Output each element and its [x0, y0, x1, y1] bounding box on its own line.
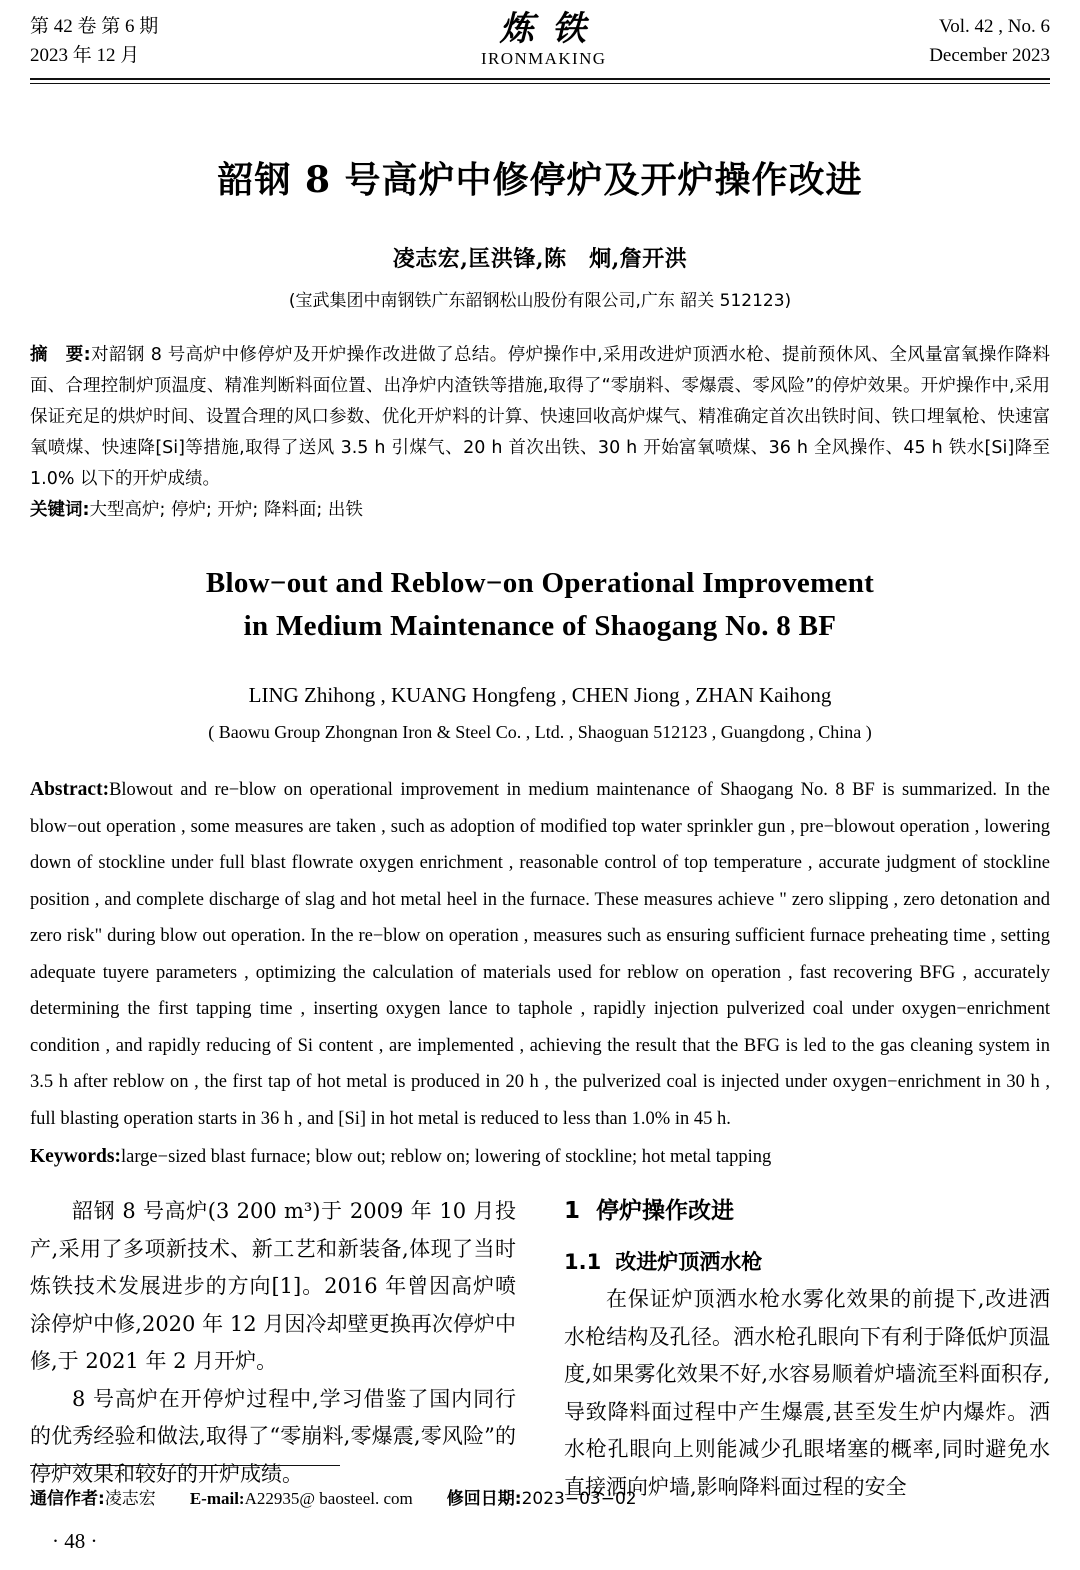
volume-issue-cn: 第 42 卷 第 6 期 — [30, 16, 159, 37]
abstract-en-text: Blowout and re−blow on operational improvement in medium maintenance of Shaogang No. 8 BF is summarized. In the blow−out operation , some measures are taken , such as adoption of modified top water sprinkler gun , pre−blowout operation , lowering down of stockline under full blast flowrate oxygen enrichment , reasonable control of top temperature , accurate judgment of stockline position , and complete discharge of slag and hot metal heel in the furnace. These measures achieve " zero slipping , zero detonation and zero risk" during blow out operation. In the re−blow on operation , measures such as ensuring sufficient furnace preheating time , setting adequate tuyere parameters , optimizing the calculation of materials used for reblow on operation , fast recovering BFG , accurately determining the first tapping time , inserting oxygen lance to taphole , rapidly injection pulverized coal under oxygen−enrichment condition , and rapidly reducing of Si content , are implemented , achieving the result that the BFG is led to the gas cleaning system in 3.5 h after reblow on , the first tap of hot metal is produced in 20 h , the pulverized coal is injected under oxygen−enrichment in 30 h , full blasting operation starts in 36 h , and [Si] in hot metal is reduced to less than 1.0% in 45 h. — [30, 780, 1050, 1129]
page-title-en-line2: in Medium Maintenance of Shaogang No. 8 BF — [243, 610, 837, 642]
header-divider — [30, 78, 1050, 84]
body-column-left — [30, 1193, 516, 1506]
volume-issue-en: Vol. 42 , No. 6 — [938, 16, 1050, 37]
email-value[interactable]: A22935@ baosteel. com — [244, 1489, 413, 1508]
page-title-en-line1: Blow−out and Reblow−on Operational Improvement — [205, 567, 875, 599]
keywords-cn — [30, 495, 1050, 526]
affiliation-en: ( Baowu Group Zhongnan Iron & Steel Co. , Ltd. , Shaoguan 512123 , Guangdong , China ) — [208, 722, 872, 742]
section-heading-1 — [564, 1193, 1050, 1230]
authors-en: LING Zhihong , KUANG Hongfeng , CHEN Jiong , ZHAN Kaihong — [248, 683, 832, 707]
keywords-cn-text: 大型高炉; 停炉; 开炉; 降料面; 出铁 — [89, 500, 363, 520]
corresponding-author — [30, 1489, 156, 1509]
abstract-cn-text: 对韶钢 8 号高炉中修停炉及开炉操作改进做了总结。停炉操作中,采用改进炉顶洒水枪、提前预休风、全风量富氧操作降料面、合理控制炉顶温度、精准判断料面位置、出净炉内渣铁等措施,取得了“零崩料、零爆震、零风险”的停炉效果。开炉操作中,采用保证充足的烘炉时间、设置合理的风口参数、优化开炉料的计算、快速回收高炉煤气、精准确定首次出铁时间、铁口埋氧枪、快速富氧喷煤、快速降[Si]等措施,取得了送风 3.5 h 引煤气、20 h 首次出铁、30 h 开始富氧喷煤、36 h 全风操作、45 h 铁水[Si]降至 1.0% 以下的开炉成绩。 — [30, 345, 1050, 489]
journal-logo-en: IRONMAKING — [481, 49, 607, 68]
journal-logo-cn: 炼铁 — [499, 9, 604, 49]
authors-cn: 凌志宏,匡洪锋,陈 炯,詹开洪 — [392, 246, 688, 272]
section-heading-1-number: 1 — [564, 1198, 581, 1224]
email[interactable] — [190, 1489, 413, 1509]
body-paragraph: 在保证炉顶洒水枪水雾化效果的前提下,改进洒水枪结构及孔径。洒水枪孔眼向下有利于降低炉顶温度,如果雾化效果不好,水容易顺着炉墙流至料面积存,导致降料面过程中产生爆震,甚至发生炉内爆炸。洒水枪孔眼向上则能减少孔眼堵塞的概率,同时避免水直接洒向炉墙,影响降料面过程的安全 — [564, 1287, 1050, 1499]
body-column-right — [564, 1193, 1050, 1506]
issue-date-en: December 2023 — [929, 45, 1050, 66]
abstract-cn-label: 摘 要: — [30, 345, 91, 365]
section-heading-1-1-number: 1.1 — [564, 1250, 602, 1274]
keywords-cn-label: 关键词: — [30, 500, 90, 520]
affiliation-cn: (宝武集团中南钢铁广东韶钢松山股份有限公司,广东 韶关 512123) — [288, 291, 792, 311]
page-footer — [30, 1465, 1050, 1556]
page-title-en — [30, 562, 1050, 648]
revised-date-label: 修回日期: — [446, 1489, 522, 1509]
corresponding-author-label: 通信作者: — [30, 1489, 105, 1509]
issue-date-cn: 2023 年 12 月 — [30, 45, 140, 66]
masthead-right — [929, 12, 1050, 70]
body-columns — [30, 1193, 1050, 1506]
section-heading-1-1-text: 改进炉顶洒水枪 — [615, 1250, 763, 1274]
abstract-en-label: Abstract: — [30, 779, 110, 800]
revised-date — [447, 1489, 637, 1509]
keywords-en — [30, 1139, 1050, 1175]
keywords-en-text: large−sized blast furnace; blow out; reblow on; lowering of stockline; hot metal tapping — [121, 1147, 772, 1167]
body-paragraph: 韶钢 8 号高炉(3 200 m³)于 2009 年 10 月投产,采用了多项新技术、新工艺和新装备,体现了当时炼铁技术发展进步的方向[1]。2016 年曾因高炉喷涂停炉中修,2020 年 12 月因冷却壁更换再次停炉中修,于 2021 年 2 月开炉。 — [30, 1199, 516, 1373]
page-title-cn: 韶钢 8 号高炉中修停炉及开炉操作改进 — [217, 159, 863, 201]
body-paragraph: 8 号高炉在开停炉过程中,学习借鉴了国内同行的优秀经验和做法,取得了“零崩料,零爆震,零风险”的停炉效果和较好的开炉成绩。 — [30, 1386, 516, 1486]
keywords-en-label: Keywords: — [30, 1146, 121, 1167]
running-head — [30, 0, 1050, 72]
corresponding-author-value: 凌志宏 — [104, 1489, 156, 1509]
section-heading-1-1 — [564, 1244, 1050, 1281]
revised-date-value: 2023−03−02 — [521, 1489, 637, 1509]
journal-logo — [481, 10, 606, 69]
page-number: · 48 · — [52, 1529, 98, 1553]
email-label: E-mail: — [189, 1489, 245, 1508]
masthead-left — [30, 12, 158, 70]
abstract-cn — [30, 340, 1050, 495]
abstract-en — [30, 772, 1050, 1137]
footnote-rule — [30, 1465, 340, 1466]
section-heading-1-text: 停炉操作改进 — [596, 1198, 735, 1224]
footnote-line — [30, 1486, 1050, 1512]
